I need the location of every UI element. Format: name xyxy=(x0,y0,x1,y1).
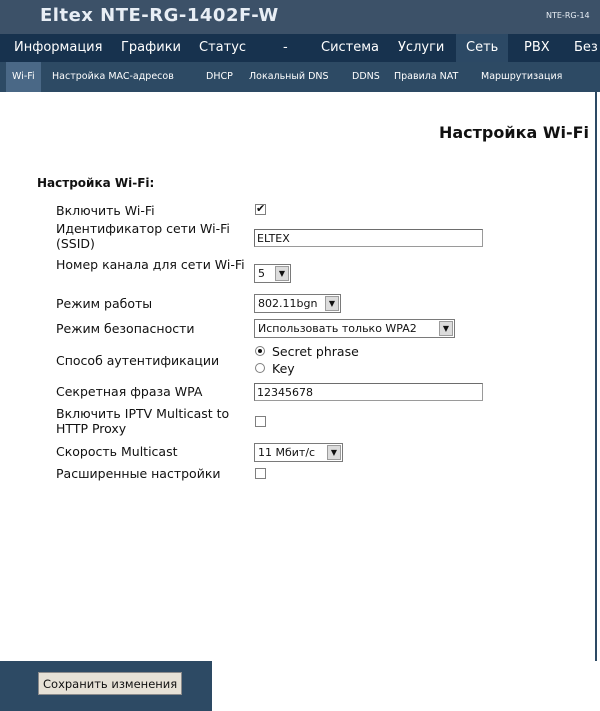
ssid-input[interactable] xyxy=(254,229,483,247)
ssid-label: Идентификатор сети Wi-Fi (SSID) xyxy=(56,221,230,251)
nav-item-services[interactable]: Услуги xyxy=(398,40,445,55)
nav-item-separator[interactable]: - xyxy=(283,40,288,55)
mode-label: Режим работы xyxy=(56,296,153,311)
auth-label: Способ аутентификации xyxy=(56,353,220,368)
security-select[interactable] xyxy=(254,319,455,338)
model-label: NTE-RG-14 xyxy=(546,11,590,20)
footer-bar xyxy=(0,661,212,711)
subnav-item-local-dns[interactable]: Локальный DNS xyxy=(249,71,329,82)
security-label: Режим безопасности xyxy=(56,321,195,336)
enable-wifi-checkbox[interactable] xyxy=(255,204,266,215)
subnav-item-nat[interactable]: Правила NAT xyxy=(394,71,459,82)
subnav-item-dhcp[interactable]: DHCP xyxy=(206,71,233,82)
channel-label: Номер канала для сети Wi-Fi xyxy=(56,257,245,272)
auth-option-key: Key xyxy=(272,361,295,376)
subnav-item-routing[interactable]: Маршрутизация xyxy=(481,71,563,82)
nav-item-security[interactable]: Без xyxy=(574,40,598,55)
multicast-speed-select[interactable] xyxy=(254,443,343,462)
auth-radio-key[interactable] xyxy=(255,363,265,373)
enable-wifi-label: Включить Wi-Fi xyxy=(56,203,155,218)
nav-item-info[interactable]: Информация xyxy=(14,40,103,55)
main-nav xyxy=(0,34,600,62)
save-button[interactable]: Сохранить изменения xyxy=(38,672,182,695)
security-value: Использовать только WPA2 xyxy=(258,322,417,335)
advanced-label: Расширенные настройки xyxy=(56,466,221,481)
multicast-speed-value: 11 Мбит/с xyxy=(258,446,316,459)
chevron-down-icon: ▼ xyxy=(275,266,289,281)
chevron-down-icon: ▼ xyxy=(439,321,453,336)
nav-item-network[interactable]: Сеть xyxy=(456,34,508,62)
app-title: Eltex NTE-RG-1402F-W xyxy=(40,5,279,26)
channel-value: 5 xyxy=(258,267,265,280)
page-title: Настройка Wi-Fi xyxy=(438,123,589,142)
multicast-speed-label: Скорость Multicast xyxy=(56,444,178,459)
nav-item-graphs[interactable]: Графики xyxy=(121,40,182,55)
auth-radio-secret[interactable] xyxy=(255,346,265,356)
iptv-proxy-checkbox[interactable] xyxy=(255,416,266,427)
section-title: Настройка Wi-Fi: xyxy=(37,176,155,190)
content-area xyxy=(0,92,597,661)
wpa-phrase-input[interactable] xyxy=(254,383,483,401)
nav-item-pbx[interactable]: PBX xyxy=(524,40,550,55)
auth-option-secret: Secret phrase xyxy=(272,344,359,359)
wpa-phrase-label: Секретная фраза WPA xyxy=(56,384,203,399)
subnav-item-wifi[interactable]: Wi-Fi xyxy=(6,62,41,92)
subnav-item-mac[interactable]: Настройка MAC-адресов xyxy=(52,71,174,82)
checkmark-icon: ✔ xyxy=(256,202,266,215)
iptv-proxy-label: Включить IPTV Multicast to HTTP Proxy xyxy=(56,406,230,436)
nav-item-system[interactable]: Система xyxy=(321,40,380,55)
nav-item-status[interactable]: Статус xyxy=(199,40,247,55)
subnav-item-ddns[interactable]: DDNS xyxy=(352,71,380,82)
app-header xyxy=(0,0,600,34)
chevron-down-icon: ▼ xyxy=(327,445,341,460)
mode-select[interactable] xyxy=(254,294,341,313)
channel-select[interactable] xyxy=(254,264,291,283)
advanced-checkbox[interactable] xyxy=(255,468,266,479)
chevron-down-icon: ▼ xyxy=(325,296,339,311)
mode-value: 802.11bgn xyxy=(258,297,318,310)
sub-nav xyxy=(0,62,600,92)
